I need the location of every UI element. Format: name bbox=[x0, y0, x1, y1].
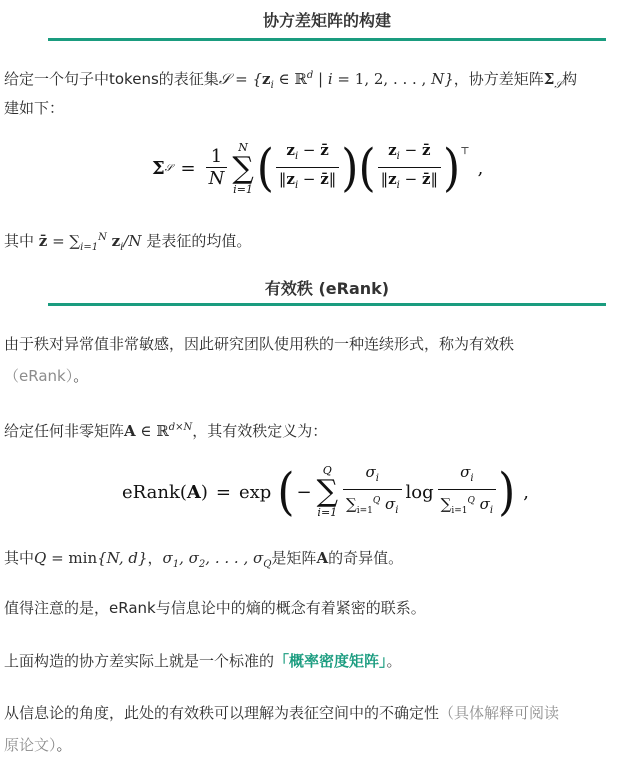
para4-end: 。 bbox=[386, 652, 402, 670]
intro-line-1: 给定一个句子中tokens的表征集𝒮 = {$z_i$ ∈ ℝ$^d$ | i = 1, 2, . . . , N}，协方差矩阵$\Sigma_𝒮$构 bbox=[4, 70, 578, 91]
q-post-text: 的奇异值。 bbox=[328, 549, 404, 567]
erank-label: eRank bbox=[122, 481, 180, 503]
intro-end-text: 构 bbox=[562, 70, 578, 88]
erank-abbrev: （eRank） bbox=[4, 367, 74, 385]
para5-line1 bbox=[4, 697, 559, 729]
para3: 值得注意的是，eRank与信息论中的熵的概念有着紧密的联系。 bbox=[4, 599, 426, 617]
matrix-a: A bbox=[316, 549, 329, 567]
para1-end: 。 bbox=[73, 367, 89, 385]
covariance-equation: Σ 𝒮 = $\frac{1}{N}$ N ∑ i=1 ( $\frac{z_i - z̄}{‖z_i - z̄‖}$ ) ( $\frac{z_i - z̄}{‖z_i - z̄‖}$ ) ⊤ , bbox=[152, 139, 484, 198]
title-underline bbox=[48, 38, 606, 41]
mean-formula: z̄ = $\sum_{i=1}^N$ $z_i/N$ bbox=[38, 232, 147, 253]
intro-mid-text: ，协方差矩阵 bbox=[453, 70, 544, 88]
mean-pre-text: 其中 bbox=[4, 232, 35, 250]
erank-equation: eRank (A) = exp ( − Q ∑ i=1 $\frac{\sigma_i}{\sum_{i=1}^Q \sigma_i}$ log $\frac{\sigma_i}{\sum_{i=1}^Q \sigma_i}$ ) , bbox=[122, 462, 530, 522]
title-underline-2 bbox=[48, 303, 606, 306]
q-pre-text: 其中 bbox=[4, 549, 35, 567]
para2 bbox=[4, 412, 327, 447]
sigma-list: $\sigma_1$, $\sigma_2$, . . . , $\sigma_Q$ bbox=[162, 549, 272, 570]
para1-line2 bbox=[4, 360, 88, 392]
q-formula: Q = min{N, d} bbox=[34, 549, 148, 567]
para2-post-text: ，其有效秩定义为： bbox=[192, 422, 328, 440]
para5-pre-text: 从信息论的角度，此处的有效秩可以理解为表征空间中的不确定性 bbox=[4, 704, 440, 722]
section-title-covariance: 协方差矩阵的构建 bbox=[262, 11, 391, 30]
para4-pre-text: 上面构造的协方差实际上就是一个标准的 bbox=[4, 652, 275, 670]
para4 bbox=[4, 645, 402, 677]
para5-end: 。 bbox=[56, 736, 72, 754]
para1-line1: 由于秩对异常值非常敏感，因此研究团队使用秩的一种连续形式，称为有效秩 bbox=[4, 335, 515, 353]
singular-values-line: 其中Q = min{N, d}，$\sigma_1$, $\sigma_2$, . . . , $\sigma_Q$是矩阵A的奇异值。 bbox=[4, 549, 404, 570]
para5-note: （具体解释可阅读 bbox=[439, 704, 560, 722]
para2-pre-text: 给定任何非零矩阵 bbox=[4, 422, 125, 440]
intro-line-2: 建如下： bbox=[4, 99, 65, 117]
q-mid-text: 是矩阵 bbox=[271, 549, 317, 567]
mean-post-text: 是表征的均值。 bbox=[146, 232, 252, 250]
para5-line2 bbox=[4, 729, 72, 761]
density-matrix-highlight: 「概率密度矩阵」 bbox=[274, 652, 387, 670]
intro-text: 给定一个句子中tokens的表征集 bbox=[4, 70, 219, 88]
set-formula: 𝒮 = {$z_i$ ∈ ℝ$^d$ | i = 1, 2, . . . , N} bbox=[218, 70, 454, 91]
para5-note-2: 原论文） bbox=[4, 736, 57, 754]
sigma-symbol: Σ bbox=[543, 70, 555, 88]
section-title-erank: 有效秩 (eRank) bbox=[264, 279, 390, 298]
mean-definition bbox=[4, 222, 251, 264]
matrix-formula: A ∈ ℝ$^{d\times N}$ bbox=[124, 422, 193, 440]
